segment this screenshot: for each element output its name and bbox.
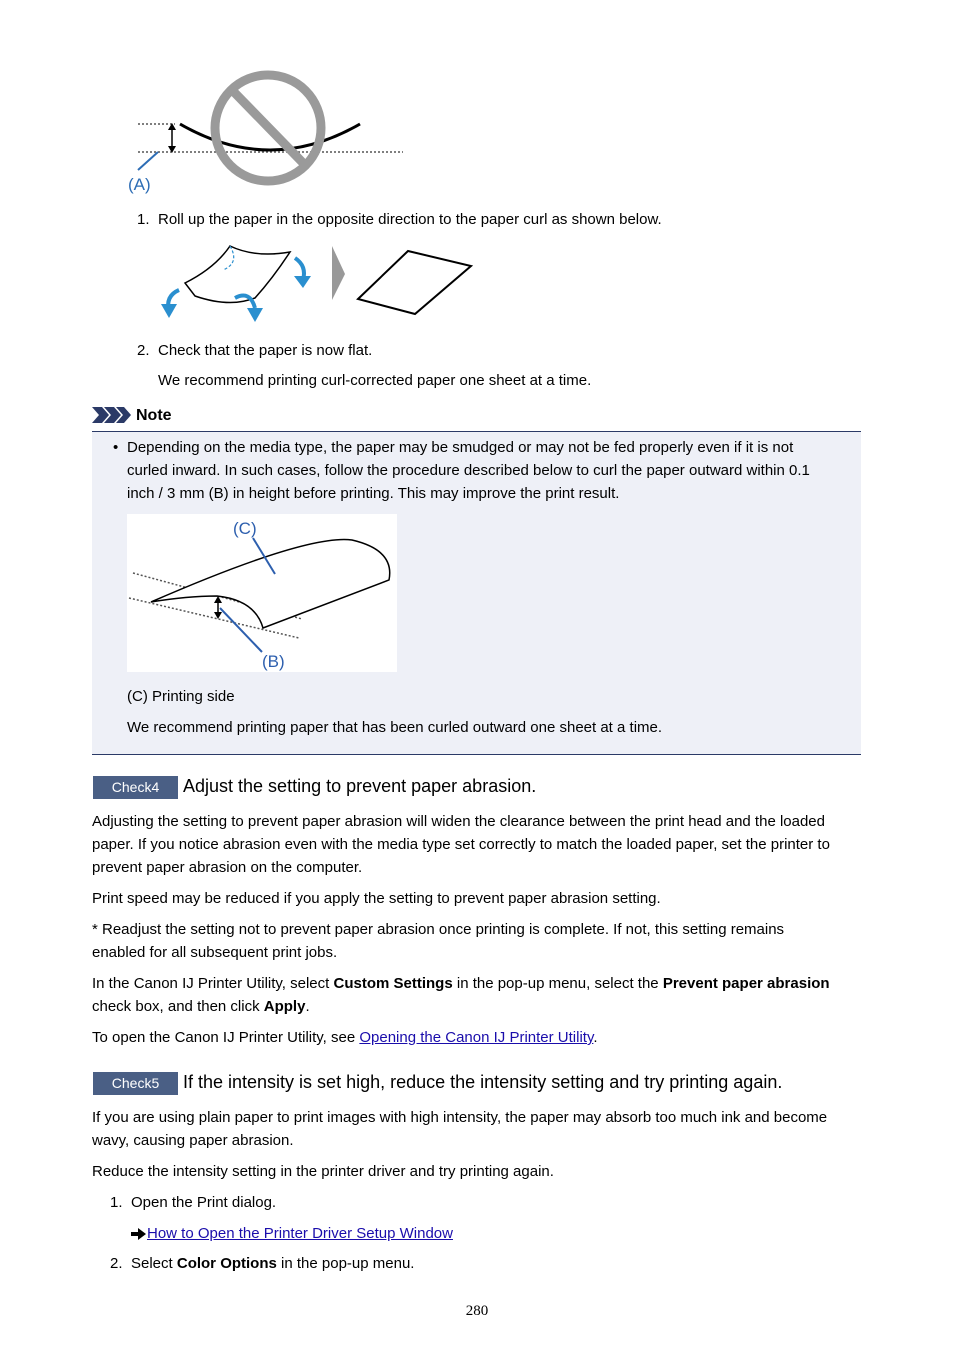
arrow-down-right-icon — [294, 276, 311, 288]
opening-utility-link[interactable]: Opening the Canon IJ Printer Utility — [359, 1029, 594, 1046]
driver-setup-window-link[interactable]: How to Open the Printer Driver Setup Window — [147, 1225, 453, 1242]
step-1-number: 1. — [137, 211, 150, 228]
step-2-number: 2. — [137, 342, 150, 359]
arrow-down-left-icon — [161, 304, 177, 318]
label-a: (A) — [128, 175, 151, 194]
note-line-3: inch / 3 mm (B) in height before printing. This may improve the print result. — [127, 485, 620, 502]
prevent-abrasion-term: Prevent paper abrasion — [662, 975, 830, 992]
custom-settings-term: Custom Settings — [333, 975, 453, 992]
curl-inward-prohibited-figure — [120, 66, 420, 196]
check4-title: Adjust the setting to prevent paper abrasion. — [183, 776, 537, 796]
note-line-1: Depending on the media type, the paper may be smudged or may not be fed properly even if it is not — [127, 439, 794, 456]
driver-setup-link-wrap — [147, 1222, 453, 1245]
note-title: Note — [136, 407, 172, 424]
check4-p1-line2: paper. If you notice abrasion even with the media type set correctly to match the loaded paper, set the printer to — [92, 836, 830, 853]
check5-title: If the intensity is set high, reduce the intensity setting and try printing again. — [183, 1072, 783, 1092]
note-line-2: curled inward. In such cases, follow the procedure described below to curl the paper outward within 0.1 — [127, 462, 810, 479]
step-2-text: Check that the paper is now flat. — [158, 342, 373, 359]
check5-p1-line1: If you are using plain paper to print images with high intensity, the paper may absorb too much ink and become — [92, 1109, 828, 1126]
check5-step2-text: Select Color Options in the pop-up menu. — [131, 1255, 415, 1272]
step-1-text: Roll up the paper in the opposite direction to the paper curl as shown below. — [158, 211, 662, 228]
page-number: 280 — [465, 1303, 489, 1319]
check5-badge: Check5 — [93, 1072, 178, 1095]
check4-p4-line1: In the Canon IJ Printer Utility, select Custom Settings in the pop-up menu, select the Prevent paper abrasion — [92, 975, 830, 992]
label-b: (B) — [262, 652, 285, 671]
check5-p1-line2: wavy, causing paper abrasion. — [92, 1132, 294, 1149]
check5-step2-number: 2. — [110, 1255, 123, 1272]
check5-p2: Reduce the intensity setting in the printer driver and try printing again. — [92, 1163, 554, 1180]
check4-p1-line3: prevent paper abrasion on the computer. — [92, 859, 363, 876]
label-c: (C) — [233, 519, 257, 538]
check5-step1-number: 1. — [110, 1194, 123, 1211]
check4-p3-line1: * Readjust the setting not to prevent paper abrasion once printing is complete. If not, this setting remains — [92, 921, 785, 938]
apply-term: Apply — [263, 998, 306, 1015]
note-caption: (C) Printing side — [127, 688, 235, 705]
check4-p4-line2: check box, and then click Apply. — [92, 998, 310, 1015]
arrow-down-icon — [247, 308, 263, 322]
check4-p5: To open the Canon IJ Printer Utility, see Opening the Canon IJ Printer Utility. — [92, 1029, 598, 1046]
next-step-arrow-icon — [332, 246, 345, 300]
note-bullet: • — [113, 439, 119, 456]
check4-p1-line1: Adjusting the setting to prevent paper abrasion will widen the clearance between the print head and the loaded — [92, 813, 825, 830]
check4-p2: Print speed may be reduced if you apply the setting to prevent paper abrasion setting. — [92, 890, 661, 907]
color-options-term: Color Options — [176, 1255, 277, 1272]
right-arrow-icon — [131, 1228, 146, 1240]
roll-paper-figure — [155, 238, 475, 326]
curl-outward-figure — [127, 514, 397, 672]
recommend-flat-text: We recommend printing curl-corrected paper one sheet at a time. — [158, 372, 592, 389]
check4-p3-line2: enabled for all subsequent print jobs. — [92, 944, 338, 961]
flat-paper-shape — [358, 251, 471, 314]
note-icon — [92, 406, 132, 424]
check5-step1-text: Open the Print dialog. — [131, 1194, 277, 1211]
note-recommend: We recommend printing paper that has been curled outward one sheet at a time. — [127, 719, 663, 736]
check4-badge: Check4 — [93, 776, 178, 799]
